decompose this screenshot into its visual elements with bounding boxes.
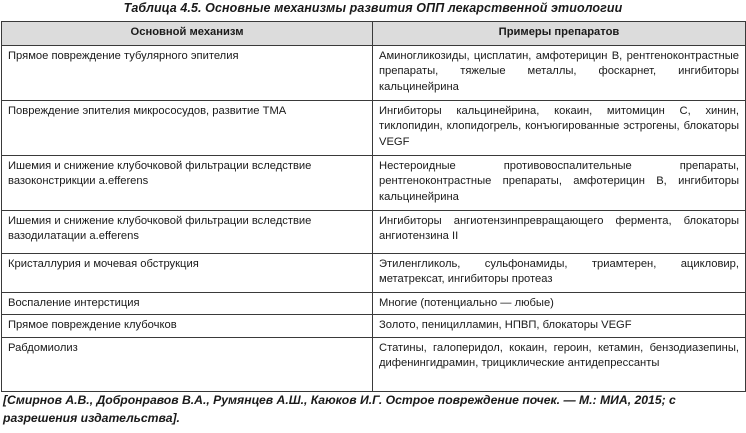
drugs-cell: Золото, пеницилламин, НПВП, блокаторы VEGF xyxy=(373,315,746,338)
table-row xyxy=(2,292,746,315)
mechanism-cell: Воспаление интерстиция xyxy=(2,292,373,315)
table-row xyxy=(2,155,746,210)
table-row xyxy=(2,315,746,338)
header-mechanism: Основной механизм xyxy=(2,22,373,46)
drug-aki-mechanisms-table xyxy=(1,21,746,392)
mechanism-cell: Прямое повреждение клубочков xyxy=(2,315,373,338)
mechanism-cell: Кристаллурия и мочевая обструкция xyxy=(2,253,373,292)
drugs-cell: Аминогликозиды, цисплатин, амфотерицин B, рентгеноконтрастные препараты, тяжелые металлы, фоскарнет, ингибиторы кальцинейрина xyxy=(373,45,746,100)
table-header-row xyxy=(2,22,746,46)
drugs-cell: Нестероидные противовоспалительные препараты, рентгеноконтрастные препараты, амфотерицин B, ингибиторы кальцинейрина xyxy=(373,155,746,210)
mechanism-cell: Ишемия и снижение клубочковой фильтрации вследствие вазоконстрикции a.efferens xyxy=(2,155,373,210)
drugs-cell: Этиленгликоль, сульфонамиды, триамтерен, ацикловир, метатрексат, ингибиторы протеаз xyxy=(373,253,746,292)
table-row xyxy=(2,337,746,391)
mechanism-cell: Повреждение эпителия микрососудов, развитие ТМА xyxy=(2,100,373,155)
source-citation: [Смирнов А.В., Добронравов В.А., Румянцев А.Ш., Каюков И.Г. Острое повреждение почек. — М.: МИА, 2015; с разрешения издательства]. xyxy=(3,393,676,425)
mechanism-cell: Рабдомиолиз xyxy=(2,337,373,391)
drugs-cell: Многие (потенциально — любые) xyxy=(373,292,746,315)
mechanism-cell: Прямое повреждение тубулярного эпителия xyxy=(2,45,373,100)
table-row xyxy=(2,253,746,292)
table-caption: Таблица 4.5. Основные механизмы развития ОПП лекарственной этиологии xyxy=(123,1,623,15)
header-drug-examples: Примеры препаратов xyxy=(373,22,746,46)
drugs-cell: Статины, галоперидол, кокаин, героин, кетамин, бензодиазепины, дифенингидрамин, трициклические антидепрессанты xyxy=(373,337,746,391)
drugs-cell: Ингибиторы ангиотензинпревращающего фермента, блокаторы ангиотензина II xyxy=(373,210,746,253)
table-row xyxy=(2,210,746,253)
drugs-cell: Ингибиторы кальцинейрина, кокаин, митомицин C, хинин, тиклопидин, клопидогрель, конъюгированные эстрогены, блокаторы VEGF xyxy=(373,100,746,155)
mechanism-cell: Ишемия и снижение клубочковой фильтрации вследствие вазодилатации a.efferens xyxy=(2,210,373,253)
table-row xyxy=(2,45,746,100)
table-row xyxy=(2,100,746,155)
